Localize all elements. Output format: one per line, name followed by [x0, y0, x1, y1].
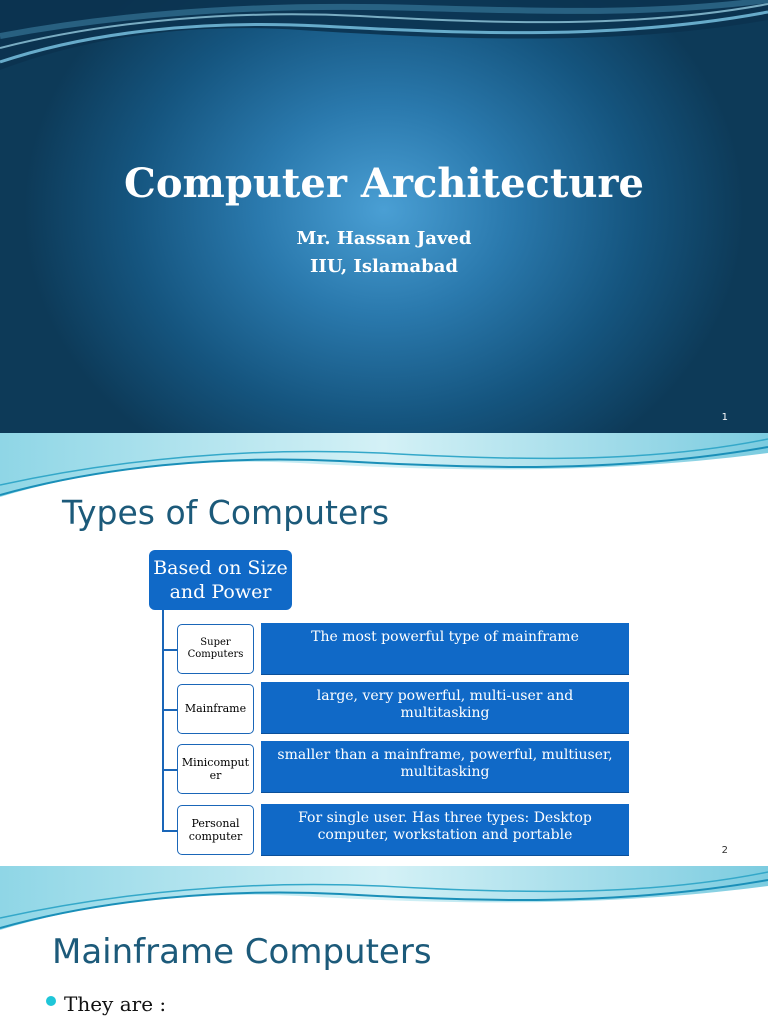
bullet-text: They are :	[64, 992, 167, 1016]
author-name: Mr. Hassan Javed	[296, 228, 472, 249]
wave-decoration	[0, 866, 768, 936]
node-super-computers	[177, 624, 254, 674]
node-label: Minicomputer	[181, 755, 250, 782]
types-slide	[0, 433, 768, 866]
node-personal-computer	[177, 805, 254, 855]
title-slide	[0, 0, 768, 433]
connector	[162, 769, 178, 771]
connector-vertical	[162, 610, 164, 831]
slide-heading: Types of Computers	[62, 493, 390, 532]
node-minicomputer	[177, 744, 254, 794]
mainframe-slide	[0, 866, 768, 1024]
connector	[162, 649, 178, 651]
slide-heading: Mainframe Computers	[52, 932, 432, 972]
desc-minicomputer: smaller than a mainframe, powerful, multiuser, multitasking	[261, 741, 629, 793]
connector	[162, 709, 178, 711]
bullet-icon	[46, 996, 56, 1006]
page-number: 1	[721, 412, 728, 423]
desc-personal-computer: For single user. Has three types: Desktop computer, workstation and portable	[261, 804, 629, 856]
connector	[162, 830, 178, 832]
node-label: Personal computer	[188, 816, 243, 843]
page-number: 2	[721, 845, 728, 856]
node-label: Mainframe	[184, 702, 247, 716]
wave-decoration	[0, 0, 768, 80]
institution-name: IIU, Islamabad	[309, 256, 459, 277]
root-node	[149, 550, 292, 610]
presentation-title: Computer Architecture	[124, 160, 644, 207]
node-label: Super Computers	[187, 637, 244, 660]
root-node-label: Based on Size and Power	[153, 557, 288, 603]
desc-super-computers: The most powerful type of mainframe	[261, 623, 629, 675]
desc-mainframe: large, very powerful, multi-user and multitasking	[261, 682, 629, 734]
node-mainframe	[177, 684, 254, 734]
